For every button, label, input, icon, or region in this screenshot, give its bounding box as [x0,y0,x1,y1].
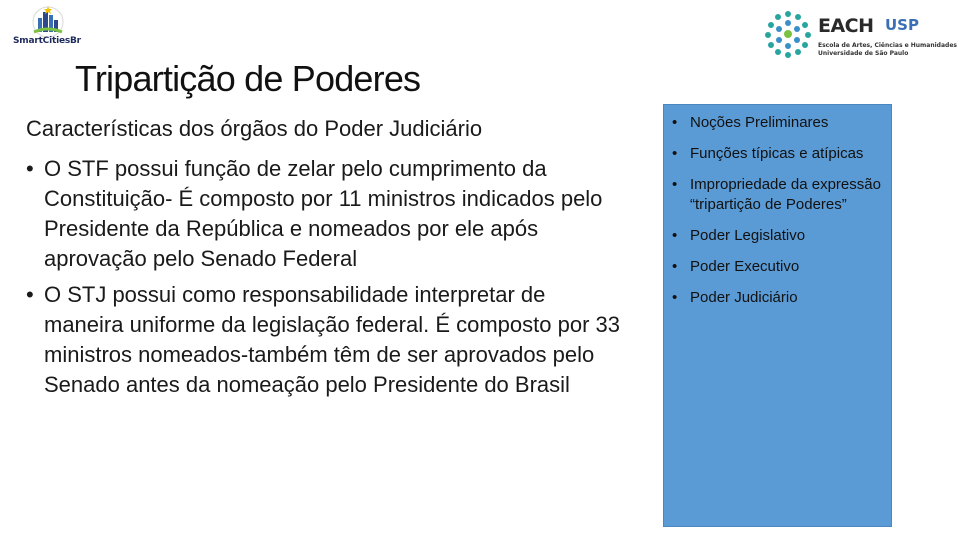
bullet-icon: • [672,289,678,306]
bullet-icon: • [672,145,678,162]
bullet-icon: • [672,227,678,244]
topic-item [672,226,881,246]
usp-logo-mark: USP [885,16,919,34]
smartcities-logo-text: SmartCitiesBr [13,36,81,46]
each-subtitle-line-1: Escola de Artes, Ciências e Humanidades [818,42,957,49]
topic-label: Funções típicas e atípicas [690,145,864,162]
bullet-icon: • [672,176,678,193]
bullet-icon: • [26,156,34,181]
bullet-icon: • [672,114,678,131]
slide-title: Tripartição de Poderes [75,58,421,99]
content-subheading: Características dos órgãos do Poder Judiciário [26,116,483,141]
content-bullet-item [26,280,626,400]
content-bullet-text: O STF possui função de zelar pelo cumprimento da Constituição- É composto por 11 ministros indicados pelo Presidente da República e nomeados por ele após aprovação pelo Senado Federal [44,156,603,271]
topic-label: Poder Executivo [690,258,800,275]
main-content [26,114,626,406]
topic-label: Impropriedade da expressão “tripartição de Poderes” [690,176,881,213]
each-logo-subtitle [818,42,957,58]
topics-side-panel [663,104,892,527]
topic-label: Poder Legislativo [690,227,806,244]
each-subtitle-line-2: Universidade de São Paulo [818,50,909,57]
topic-label: Poder Judiciário [690,289,798,306]
content-bullet-text: O STJ possui como responsabilidade interpretar de maneira uniforme da legislação federal. É composto por 33 ministros nomeados-também têm de ser aprovados pelo Senado antes da nomeação pelo Presidente do Brasil [44,282,620,397]
topic-item [672,113,881,133]
smartcities-emblem-icon [8,4,92,40]
topic-item [672,288,881,308]
each-emblem-icon [762,8,814,60]
topics-list [664,105,891,308]
content-bullet-list [26,154,626,400]
topic-item [672,175,881,215]
bullet-icon: • [672,258,678,275]
topic-label: Noções Preliminares [690,114,829,131]
content-bullet-item [26,154,626,274]
topic-item [672,257,881,277]
each-logo-title: EACH [818,15,874,37]
topic-item [672,144,881,164]
bullet-icon: • [26,282,34,307]
